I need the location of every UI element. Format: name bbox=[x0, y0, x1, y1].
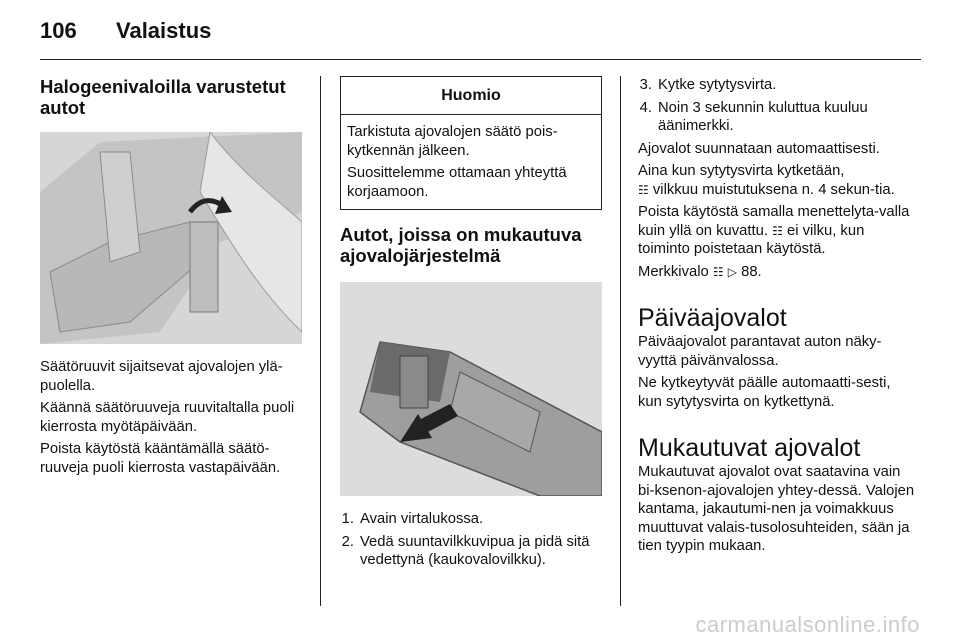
step-text: Avain virtalukossa. bbox=[360, 511, 484, 527]
steps-list bbox=[340, 510, 602, 570]
step-text: Noin 3 sekunnin kuluttua kuuluu äänimerkki. bbox=[658, 99, 868, 134]
page-reference: 88. bbox=[741, 263, 762, 280]
paragraph-text: ei vilku, kun toiminto poistetaan käytöstä. bbox=[638, 222, 865, 257]
list-item bbox=[638, 99, 918, 136]
headlight-indicator-icon: ☷ bbox=[772, 223, 783, 238]
column-3 bbox=[638, 76, 918, 556]
headlamp-illustration bbox=[40, 132, 302, 344]
notice-body bbox=[341, 115, 601, 209]
paragraph bbox=[638, 162, 918, 199]
step-text: Kytke sytytysvirta. bbox=[658, 77, 777, 93]
paragraph-text: Aina kun sytytysvirta kytketään, bbox=[638, 163, 845, 179]
header-rule bbox=[40, 59, 921, 60]
paragraph: Päiväajovalot parantavat auton näky-vyyttä päivänvalossa. bbox=[638, 334, 882, 369]
paragraph-text: Merkkivalo bbox=[638, 263, 709, 280]
headlight-indicator-icon: ☷ bbox=[712, 264, 724, 279]
notice-paragraph: Tarkistuta ajovalojen säätö pois-kytkennän jälkeen. bbox=[347, 124, 558, 159]
paragraph-text: vilkkuu muistutuksena n. 4 sekun-tia. bbox=[652, 181, 895, 198]
step-number: 4. bbox=[639, 99, 652, 116]
paragraph bbox=[638, 263, 918, 282]
notice-box bbox=[340, 76, 602, 210]
step-number: 3. bbox=[639, 77, 652, 93]
list-item bbox=[340, 510, 602, 529]
page-header bbox=[40, 18, 211, 48]
step-number: 2. bbox=[341, 533, 354, 550]
headlamp-adjustment-photo bbox=[40, 132, 302, 344]
headlight-indicator-icon: ☷ bbox=[638, 182, 649, 197]
watermark: carmanualsonline.info bbox=[695, 612, 920, 637]
step-text: Vedä suuntavilkkuvipua ja pidä sitä vedettynä (kaukovalovilkku). bbox=[360, 533, 590, 568]
list-item bbox=[638, 76, 918, 95]
column-divider bbox=[320, 76, 321, 606]
paragraph-text: Poista käytöstä samalla menettelyta-valla kuin yllä on kuvattu. bbox=[638, 204, 910, 239]
indicator-lever-photo bbox=[340, 282, 602, 496]
paragraph: Ne kytkeytyvät päälle automaatti-sesti, kun sytytysvirta on kytkettynä. bbox=[638, 375, 891, 410]
column-2 bbox=[340, 76, 602, 574]
paragraph: Käännä säätöruuveja ruuvitaltalla puoli kierrosta myötäpäivään. bbox=[40, 400, 295, 435]
paragraph bbox=[638, 203, 918, 259]
heading-daylight: Päiväajovalot bbox=[638, 304, 787, 332]
paragraph: Poista käytöstä kääntämällä säätö-ruuveja puoli kierrosta vastapäivään. bbox=[40, 441, 281, 476]
page-reference-icon: ▷ bbox=[727, 264, 737, 279]
paragraph: Ajovalot suunnataan automaattisesti. bbox=[638, 140, 880, 157]
page-number: 106 bbox=[40, 18, 77, 43]
heading-adaptive: Mukautuvat ajovalot bbox=[638, 434, 861, 462]
column-1 bbox=[40, 76, 306, 477]
column-divider bbox=[620, 76, 621, 606]
lever-illustration bbox=[340, 282, 602, 496]
list-item bbox=[340, 533, 602, 570]
notice-title: Huomio bbox=[341, 77, 601, 115]
steps-list bbox=[638, 76, 918, 136]
paragraph: Säätöruuvit sijaitsevat ajovalojen ylä-puolella. bbox=[40, 359, 283, 394]
section-title: Valaistus bbox=[116, 18, 212, 43]
heading-halogen: Halogeenivaloilla varustetut autot bbox=[40, 76, 286, 118]
notice-paragraph: Suosittelemme ottamaan yhteyttä korjaamoon. bbox=[347, 165, 567, 200]
step-number: 1. bbox=[341, 511, 354, 527]
heading-adaptive-system: Autot, joissa on mukautuva ajovalojärjestelmä bbox=[340, 224, 582, 266]
paragraph: Mukautuvat ajovalot ovat saatavina vain bi-ksenon-ajovalojen yhtey-dessä. Valojen kantama, jakautumi-nen ja voimakkuus muuttuvat valais-tusolosuhteiden, sään ja tien tyypin mukaan. bbox=[638, 464, 915, 554]
